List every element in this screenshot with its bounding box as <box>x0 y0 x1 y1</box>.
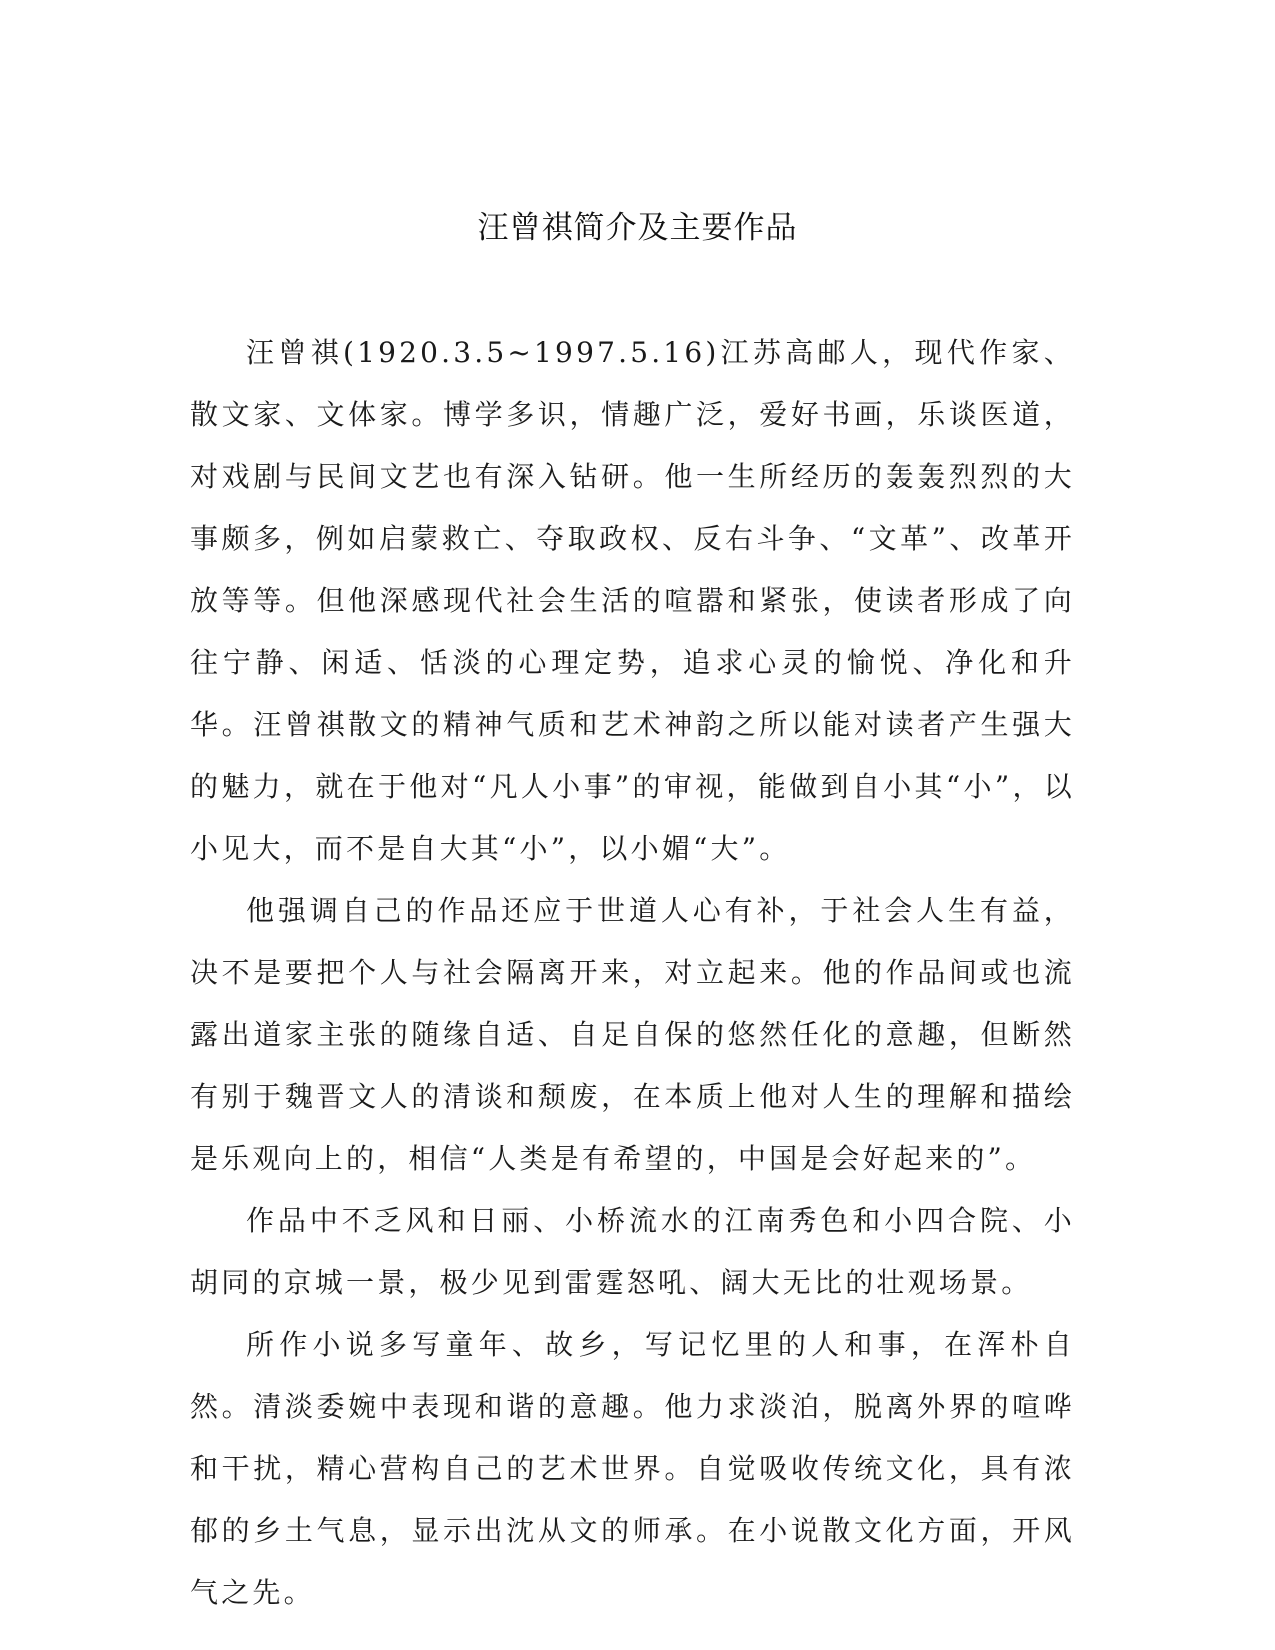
document-title: 汪曾祺简介及主要作品 <box>477 210 798 246</box>
document-body <box>190 322 1075 1624</box>
paragraph-intro: 汪曾祺(1920.3.5~1997.5.16)江苏高邮人，现代作家、散文家、文体家。博学多识，情趣广泛，爱好书画，乐谈医道，对戏剧与民间文艺也有深入钻研。他一生所经历的轰轰烈烈的大事颇多，例如启蒙救亡、夺取政权、反右斗争、“文革”、改革开放等等。但他深感现代社会生活的喧嚣和紧张，使读者形成了向往宁静、闲适、恬淡的心理定势，追求心灵的愉悦、净化和升华。汪曾祺散文的精神气质和艺术神韵之所以能对读者产生强大的魅力，就在于他对“凡人小事”的审视，能做到自小其“小”，以小见大，而不是自大其“小”，以小媚“大”。 <box>190 336 1075 865</box>
paragraph-scenery: 作品中不乏风和日丽、小桥流水的江南秀色和小四合院、小胡同的京城一景，极少见到雷霆怒吼、阔大无比的壮观场景。 <box>190 1204 1075 1299</box>
paragraph-philosophy: 他强调自己的作品还应于世道人心有补，于社会人生有益，决不是要把个人与社会隔离开来，对立起来。他的作品间或也流露出道家主张的随缘自适、自足自保的悠然任化的意趣，但断然有别于魏晋文人的清谈和颓废，在本质上他对人生的理解和描绘是乐观向上的，相信“人类是有希望的，中国是会好起来的”。 <box>190 894 1075 1175</box>
paragraph-fiction: 所作小说多写童年、故乡，写记忆里的人和事，在浑朴自然。清淡委婉中表现和谐的意趣。他力求淡泊，脱离外界的喧哗和干扰，精心营构自己的艺术世界。自觉吸收传统文化，具有浓郁的乡土气息，显示出沈从文的师承。在小说散文化方面，开风气之先。 <box>190 1328 1075 1609</box>
